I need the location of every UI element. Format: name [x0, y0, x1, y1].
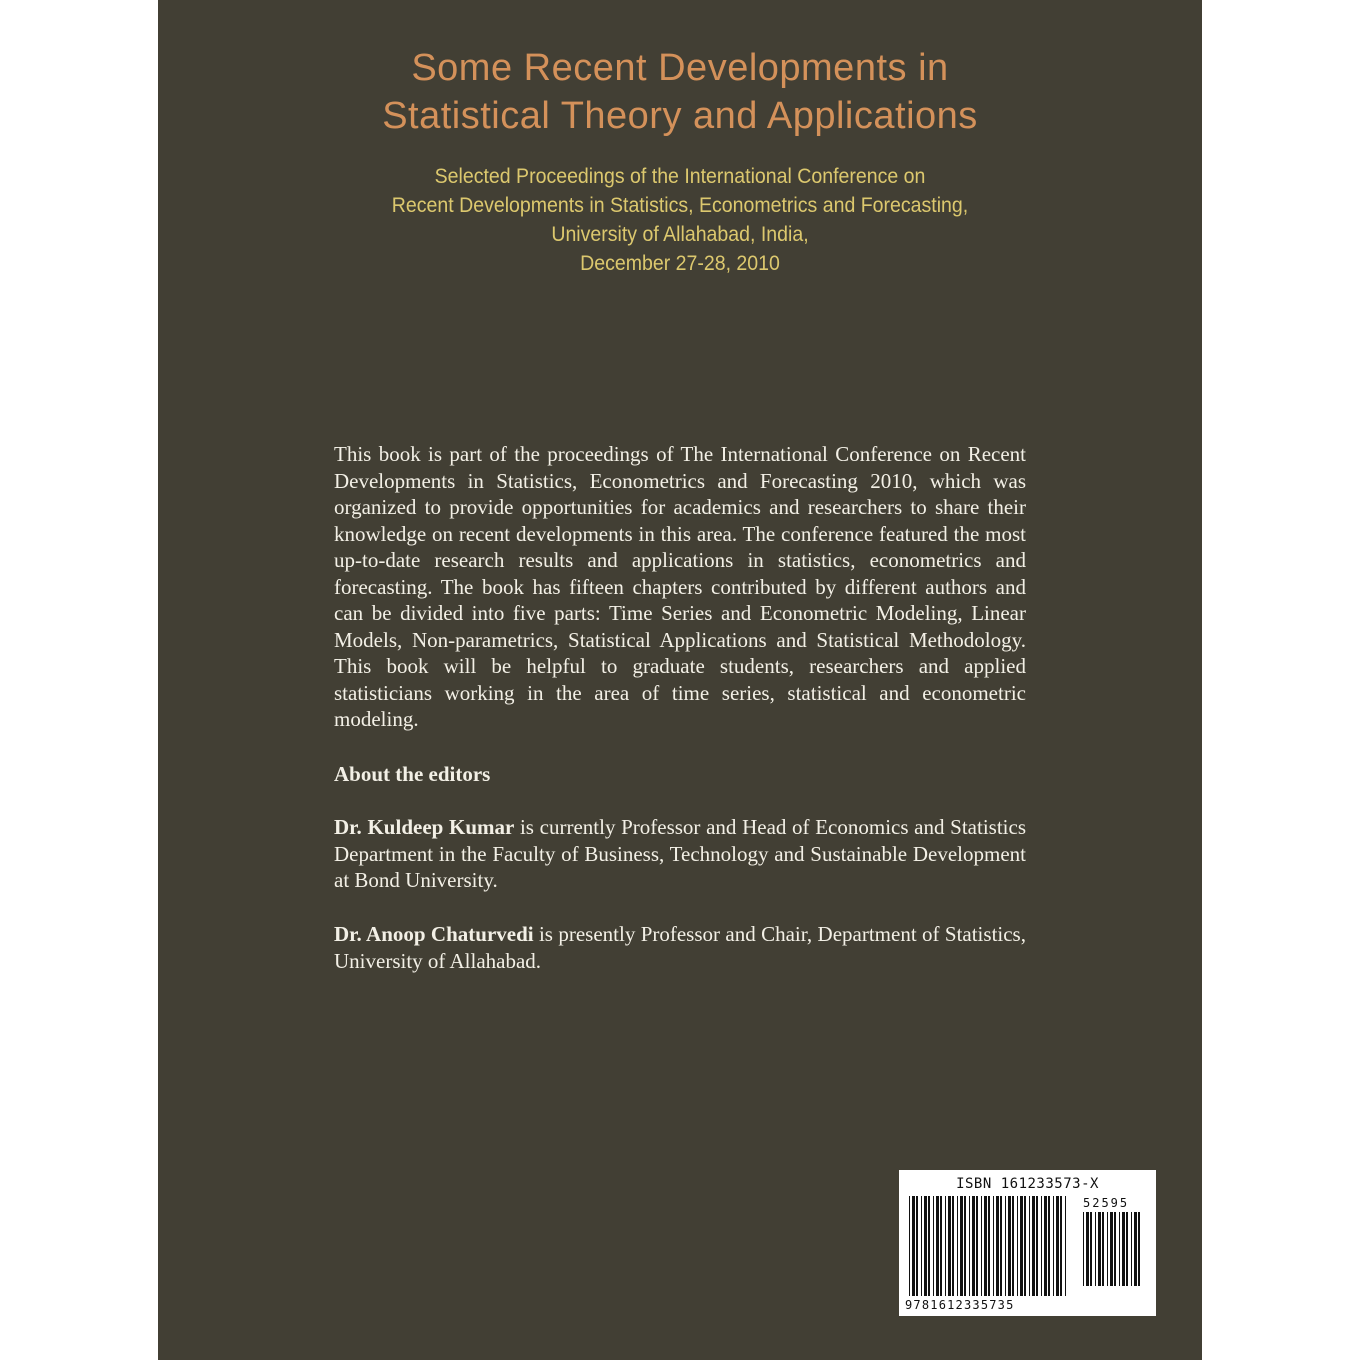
barcode-bar — [945, 1196, 946, 1296]
editor-bio: is presently Professor and Chair, Department of Statistics, University of Allahabad. — [334, 922, 1026, 973]
barcode-bar — [1083, 1212, 1084, 1286]
barcode-bar — [1122, 1212, 1125, 1286]
barcode-bar — [916, 1196, 918, 1296]
barcode-bar — [1008, 1196, 1011, 1296]
subtitle-line-3: University of Allahabad, India, — [551, 223, 809, 246]
barcode-bar — [1048, 1196, 1050, 1296]
barcode-bar — [981, 1196, 982, 1296]
book-title — [158, 44, 1202, 140]
barcode-bar — [1060, 1196, 1062, 1296]
barcode-bar — [1107, 1212, 1108, 1286]
barcode-bar — [988, 1196, 990, 1296]
editor-entry-kumar — [334, 814, 1026, 894]
barcode-bar — [1056, 1196, 1059, 1296]
barcode-bar — [960, 1196, 963, 1296]
barcode-bar — [1024, 1196, 1026, 1296]
price-code: 52595 — [1083, 1196, 1130, 1210]
barcode-bar — [1000, 1196, 1002, 1296]
about-editors-heading: About the editors — [334, 762, 491, 786]
barcode-bar — [1005, 1196, 1006, 1296]
barcode-bar — [1110, 1212, 1113, 1286]
barcode-bar — [948, 1196, 951, 1296]
barcode-bar — [1126, 1212, 1128, 1286]
barcode-bar — [1102, 1212, 1104, 1286]
back-cover — [158, 0, 1202, 1360]
barcode-bar — [921, 1196, 922, 1296]
barcode-bar — [1090, 1212, 1092, 1286]
description-paragraph: This book is part of the proceedings of The International Conference on Recent Developments in Statistics, Econometrics and Forecasting 2010, which was organized to provide opportunities for academics and researchers to share their knowledge on recent developments in this area. The conference featured the most up-to-date research results and applications in statistics, econometrics and forecasting. The book has fifteen chapters contributed by different authors and can be divided into five parts: Time Series and Econometric Modeling, Linear Models, Non-parametrics, Statistical Applications and Statistical Methodology. This book will be helpful to graduate students, researchers and applied statisticians working in the area of time series, statistical and econometric modeling. — [334, 442, 1026, 731]
barcode-bar — [1020, 1196, 1023, 1296]
barcode-bar — [1065, 1196, 1066, 1296]
barcode-bar — [993, 1196, 994, 1296]
barcode-bar — [1095, 1212, 1096, 1286]
editor-name: Dr. Kuldeep Kumar — [334, 815, 515, 839]
barcode-bar — [1044, 1196, 1047, 1296]
barcode-bar — [936, 1196, 939, 1296]
isbn-barcode — [899, 1170, 1156, 1316]
subtitle-line-4: December 27-28, 2010 — [580, 252, 780, 275]
barcode-bar — [933, 1196, 934, 1296]
editor-entry-chaturvedi — [334, 921, 1026, 974]
barcode-bar — [924, 1196, 927, 1296]
barcode-bar — [957, 1196, 958, 1296]
barcode-bar — [1053, 1196, 1054, 1296]
barcode-bars-graphic — [899, 1170, 1156, 1316]
barcode-bar — [1134, 1212, 1137, 1286]
barcode-bar — [909, 1196, 910, 1296]
book-title-line-2: Statistical Theory and Applications — [382, 95, 978, 137]
barcode-bar — [984, 1196, 987, 1296]
barcode-digits: 9781612335735 — [905, 1298, 1015, 1312]
book-subtitle — [195, 162, 1166, 278]
barcode-bar — [976, 1196, 978, 1296]
barcode-bar — [1138, 1212, 1140, 1286]
barcode-bar — [1098, 1212, 1101, 1286]
book-description — [334, 441, 1026, 733]
subtitle-line-1: Selected Proceedings of the International Conference on — [434, 165, 926, 188]
barcode-bar — [972, 1196, 975, 1296]
barcode-bar — [928, 1196, 930, 1296]
editor-bio: is currently Professor and Head of Economics and Statistics Department in the Faculty of Business, Technology and Sustainable Development at Bond University. — [334, 815, 1027, 892]
subtitle-line-2: Recent Developments in Statistics, Econometrics and Forecasting, — [391, 194, 969, 217]
barcode-bar — [969, 1196, 970, 1296]
book-title-line-1: Some Recent Developments in — [411, 47, 949, 89]
barcode-bar — [912, 1196, 915, 1296]
barcode-bar — [1012, 1196, 1014, 1296]
barcode-bar — [1017, 1196, 1018, 1296]
barcode-bar — [996, 1196, 999, 1296]
barcode-bar — [1036, 1196, 1038, 1296]
barcode-bar — [952, 1196, 954, 1296]
barcode-bar — [1131, 1212, 1132, 1286]
barcode-bar — [1086, 1212, 1089, 1286]
barcode-bar — [940, 1196, 942, 1296]
barcode-bar — [1041, 1196, 1042, 1296]
editor-name: Dr. Anoop Chaturvedi — [334, 922, 534, 946]
barcode-bar — [1029, 1196, 1030, 1296]
barcode-bar — [1032, 1196, 1035, 1296]
barcode-bar — [1119, 1212, 1120, 1286]
barcode-bar — [964, 1196, 966, 1296]
barcode-bar — [1114, 1212, 1116, 1286]
isbn-label: ISBN 161233573-X — [956, 1176, 1099, 1192]
